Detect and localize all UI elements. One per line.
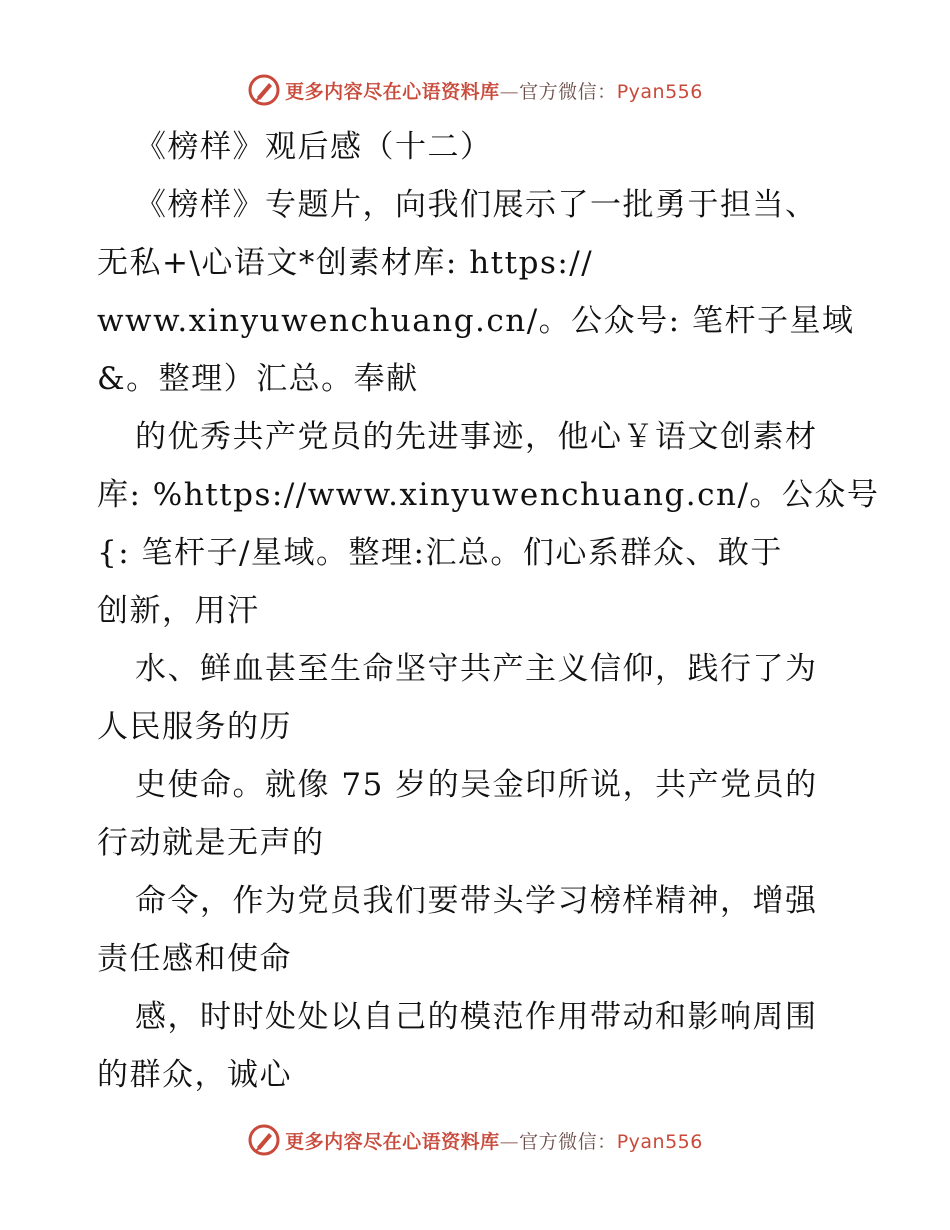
header-banner-text [285, 77, 703, 104]
paragraph-line: 《榜样》专题片，向我们展示了一批勇于担当、 [135, 187, 818, 223]
paragraph-line: 无私+\心语文*创素材库: https:// [97, 245, 594, 281]
header-banner [0, 70, 950, 110]
paragraph-line: www.xinyuwenchuang.cn/。公众号: 笔杆子星域 [97, 303, 855, 339]
header-dash: — [499, 80, 520, 103]
paragraph-line: &。整理）汇总。奉献 [97, 361, 419, 397]
footer-dash: — [499, 1130, 520, 1153]
paragraph-line: 行动就是无声的 [97, 825, 325, 861]
footer-banner [0, 1120, 950, 1160]
pen-seal-logo-icon [247, 1123, 281, 1157]
footer-banner-text [285, 1127, 703, 1154]
paragraph-line: 水、鲜血甚至生命坚守共产主义信仰，践行了为 [135, 651, 818, 687]
paragraph-line: 人民服务的历 [97, 709, 292, 745]
paragraph-line: 命令，作为党员我们要带头学习榜样精神，增强 [135, 883, 818, 919]
footer-wechat-id: Pyan556 [616, 1130, 703, 1153]
paragraph-line: 史使命。就像 75 岁的吴金印所说，共产党员的 [135, 767, 818, 803]
header-brand: 更多内容尽在心语资料库 [285, 80, 500, 103]
document-title: 《榜样》观后感（十二） [135, 129, 493, 165]
paragraph-line: {: 笔杆子/星域。整理:汇总。们心系群众、敢于 [97, 535, 783, 571]
document-body [97, 118, 880, 1104]
pen-seal-logo-icon [247, 73, 281, 107]
footer-wechat-label: 官方微信： [519, 1130, 617, 1153]
paragraph-line: 感，时时处处以自己的模范作用带动和影响周围 [135, 999, 818, 1035]
paragraph-line: 库: %https://www.xinyuwenchuang.cn/。公众号 [97, 477, 880, 513]
header-wechat-id: Pyan556 [616, 80, 703, 103]
footer-brand: 更多内容尽在心语资料库 [285, 1130, 500, 1153]
paragraph-line: 创新，用汗 [97, 593, 260, 629]
paragraph-line: 责任感和使命 [97, 941, 292, 977]
paragraph-line: 的优秀共产党员的先进事迹，他心￥语文创素材 [135, 419, 818, 455]
header-wechat-label: 官方微信： [519, 80, 617, 103]
paragraph-line: 的群众，诚心 [97, 1057, 292, 1093]
